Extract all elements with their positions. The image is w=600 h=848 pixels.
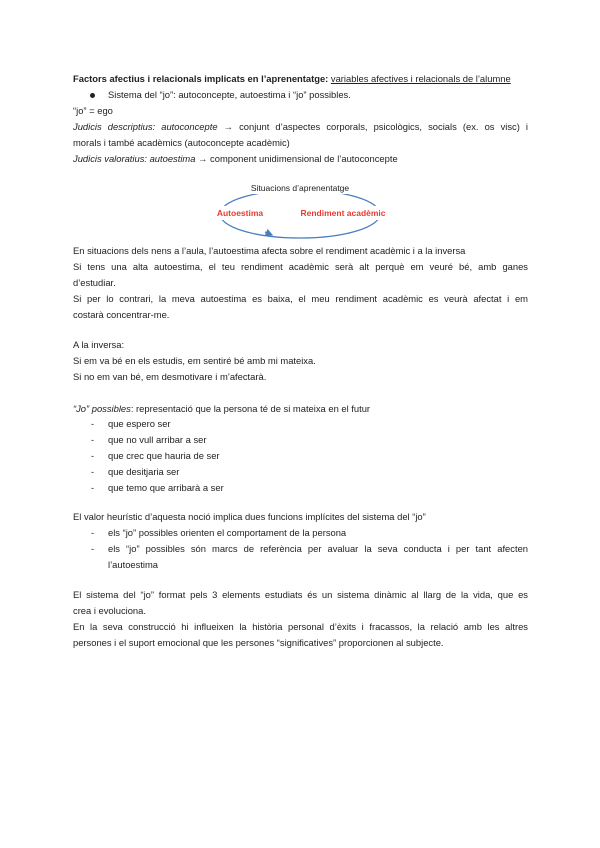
inversa-line: Si no em van bé, em desmotivare i m’afectarà.: [73, 371, 267, 382]
descriptive-text: → conjunt d’aspectes corporals, psicològics, socials (ex. os visc) i: [223, 121, 529, 132]
para1-line: costarà concentrar-me.: [73, 309, 170, 320]
diagram-right-label: Rendiment acadèmic: [300, 208, 386, 218]
valorative-judgments: [73, 151, 528, 167]
descriptive-judgments: [73, 119, 528, 135]
heuristic-intro: El valor heurístic d’aquesta noció implica dues funcions implícites del sistema del “jo”: [73, 511, 426, 522]
dash-marker: -: [91, 543, 95, 554]
closing-line: El sistema del “jo” format pels 3 elements estudiats és un sistema dinàmic al llarg de la vida, que es: [73, 589, 528, 600]
heuristic-item-cont: l’autoestima: [108, 559, 159, 570]
jo-ego: “jo” = ego: [73, 105, 113, 116]
para1-line: d’estudiar.: [73, 277, 116, 288]
para1-line: Si per lo contrari, la meva autoestima es baixa, el meu rendiment acadèmic es veurà afectat i em: [73, 293, 528, 304]
inversa-line: Si em va bé en els estudis, em sentiré bé amb mi mateixa.: [73, 355, 316, 366]
possibles-text: : representació que la persona té de si mateixa en el futur: [130, 403, 371, 414]
arrow-head-icon: [265, 232, 272, 235]
possibles-item: que espero ser: [108, 418, 171, 429]
possibles-item: que temo que arribarà a ser: [108, 482, 224, 493]
closing-line: crea i evoluciona.: [73, 605, 146, 616]
closing-line: persones i el suport emocional que les persones “significatives” proporcionen al subjecte.: [73, 637, 444, 648]
self-esteem-diagram: [205, 180, 395, 242]
bullet-jo-system: Sistema del “jo”: autoconcepte, autoestima i “jo” possibles.: [108, 89, 351, 100]
dash-marker: -: [91, 527, 95, 538]
possibles-item: que desitjaria ser: [108, 466, 180, 477]
descriptive-text-cont: morals i també acadèmics (autoconcepte acadèmic): [73, 137, 290, 148]
dash-marker: -: [91, 450, 95, 461]
diagram-left-label: Autoestima: [216, 208, 264, 218]
possibles-item: que no vull arribar a ser: [108, 434, 207, 445]
dash-marker: -: [91, 434, 95, 445]
para1-line: En situacions dels nens a l’aula, l’autoestima afecta sobre el rendiment acadèmic i a la inversa: [73, 245, 466, 256]
heuristic-item: els “jo” possibles són marcs de referència per avaluar la seva conducta i per tant afecten: [108, 543, 528, 554]
dash-marker: -: [91, 466, 95, 477]
bullet-dot: [90, 93, 95, 98]
valorative-term: Judicis valoratius: autoestima: [73, 153, 196, 164]
para1-line: Si tens una alta autoestima, el teu rendiment acadèmic serà alt perquè em veuré bé, amb ganes: [73, 261, 528, 272]
title-underlined: variables afectives i relacionals de l’alumne: [330, 73, 511, 84]
possibles-item: que crec que hauria de ser: [108, 450, 220, 461]
descriptive-term: Judicis descriptius: autoconcepte: [73, 121, 218, 132]
valorative-text: → component unidimensional de l’autoconcepte: [198, 153, 398, 164]
closing-line: En la seva construcció hi influeixen la història personal d’èxits i fracassos, la relació amb les altres: [73, 621, 528, 632]
dash-marker: -: [91, 482, 95, 493]
possibles-definition: [73, 401, 528, 417]
title-bold: Factors afectius i relacionals implicats en l’aprenentatge:: [73, 73, 329, 84]
diagram-top-label: Situacions d’aprenentatge: [250, 183, 350, 193]
section-title: [73, 71, 528, 87]
inversa-title: A la inversa:: [73, 339, 125, 350]
possibles-term: “Jo” possibles: [73, 403, 131, 414]
heuristic-item: els “jo” possibles orienten el comportament de la persona: [108, 527, 347, 538]
dash-marker: -: [91, 418, 95, 429]
